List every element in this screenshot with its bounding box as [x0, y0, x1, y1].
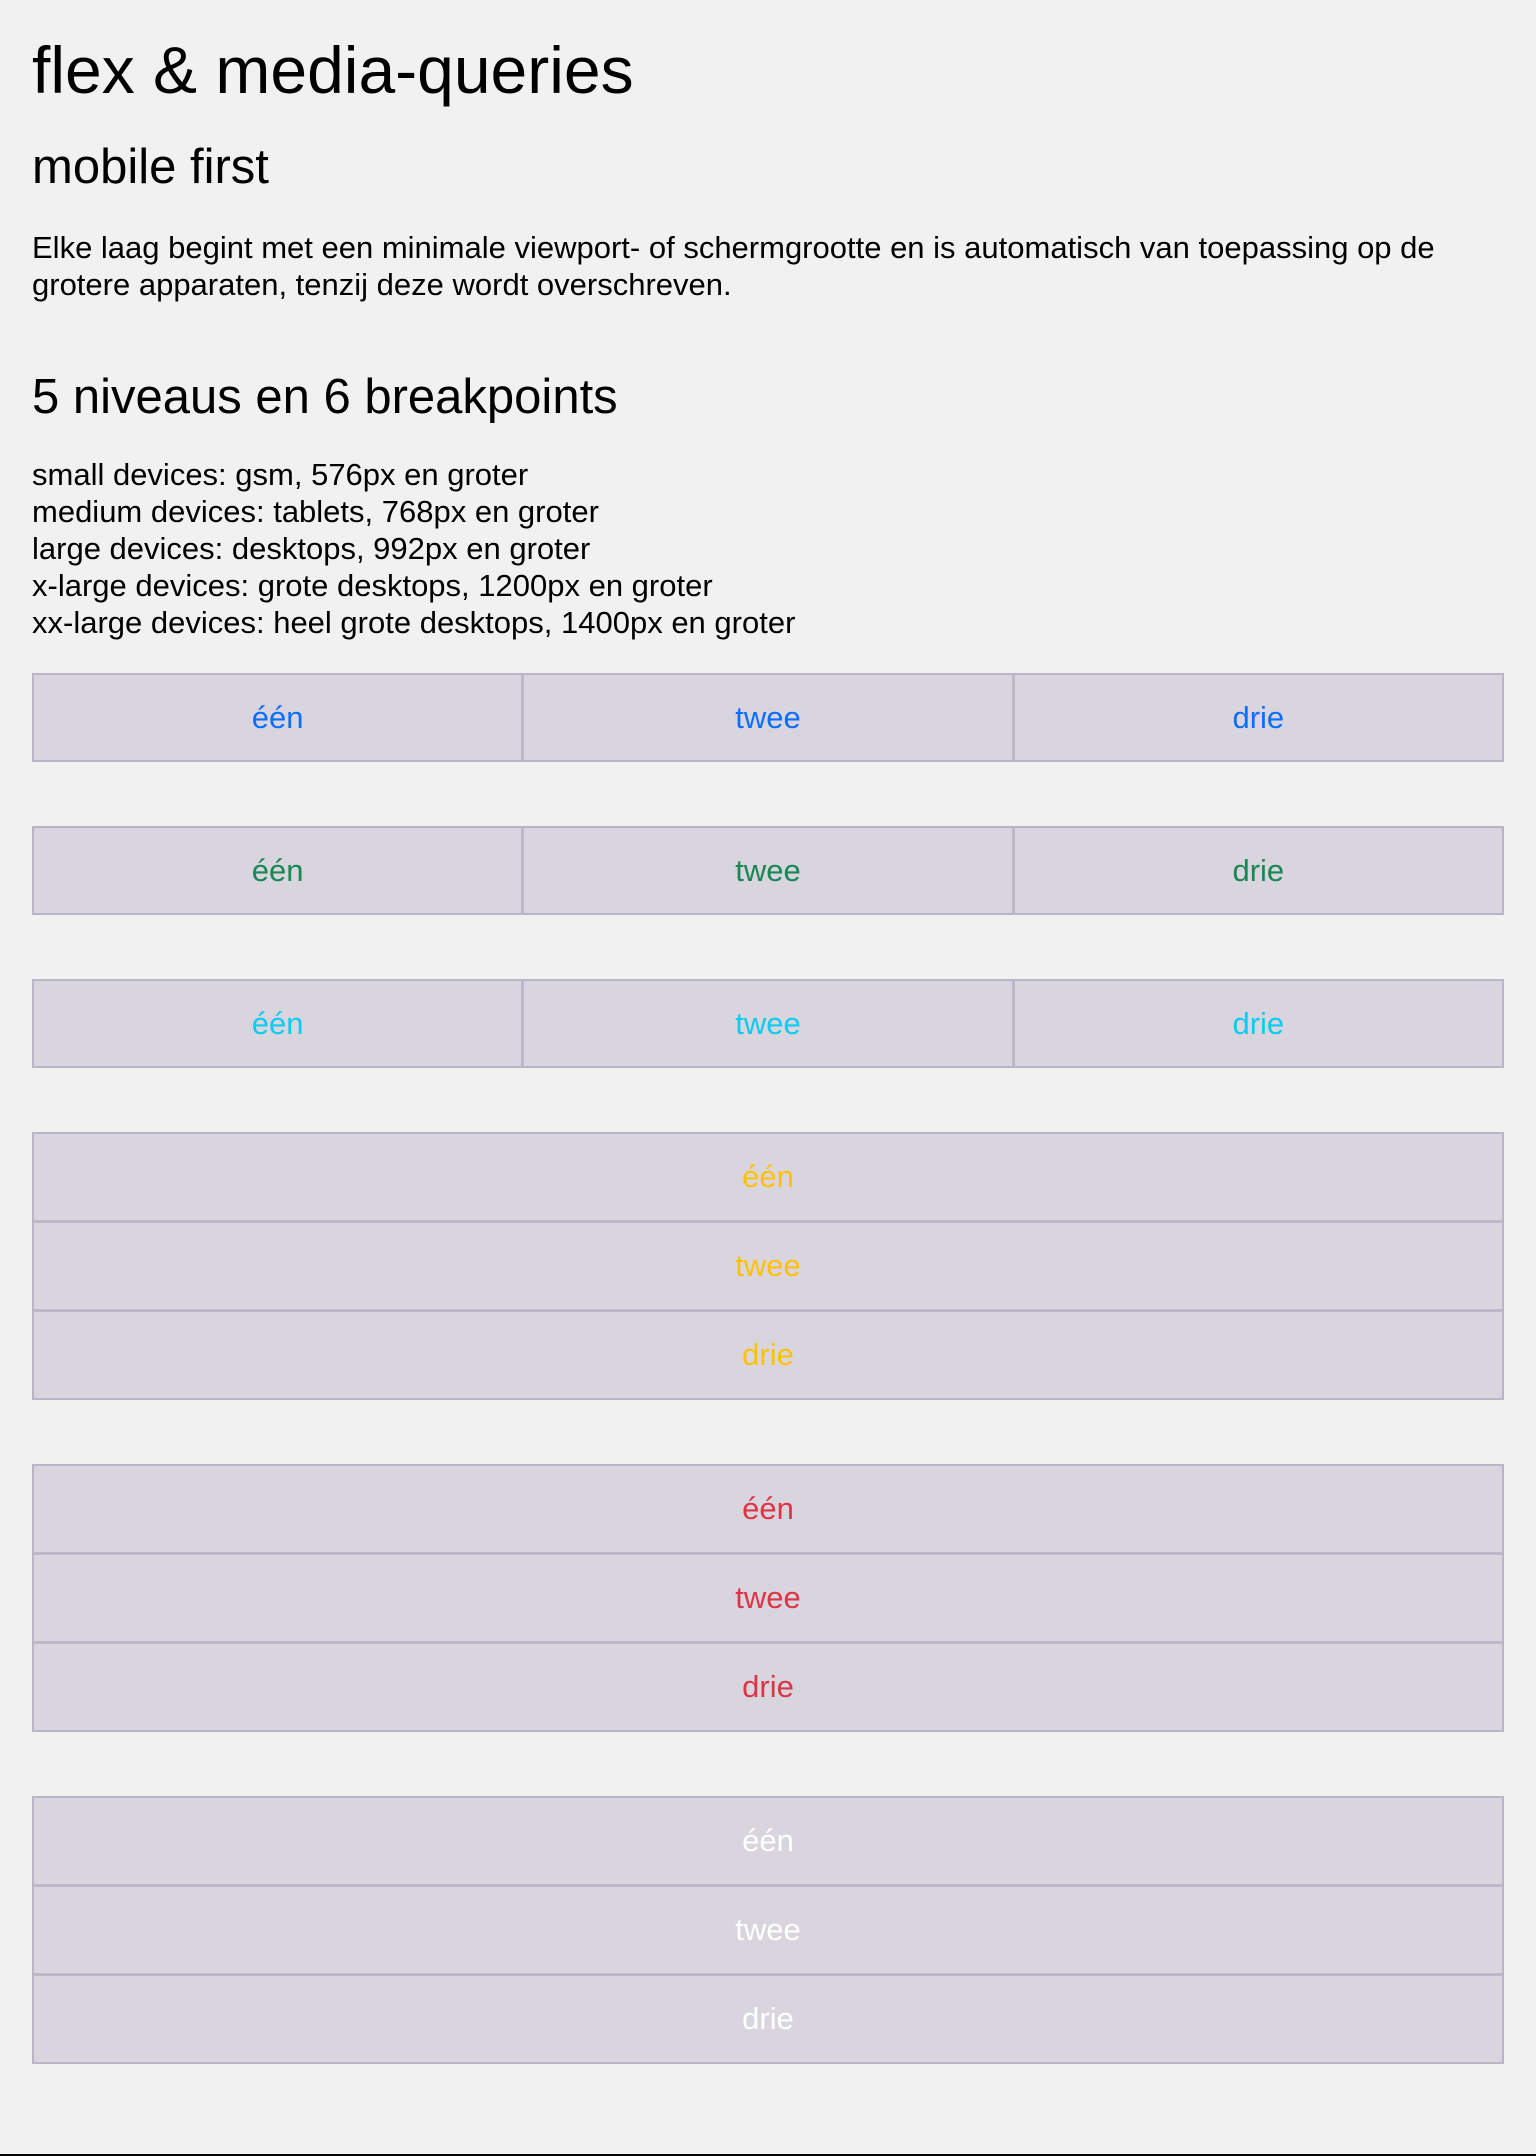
flex-cell-een: één: [34, 981, 521, 1066]
flex-cell-een: één: [34, 1134, 1502, 1220]
flex-cell-twee: twee: [521, 828, 1011, 913]
flex-column-white: [32, 1796, 1504, 2064]
flex-cell-twee: twee: [521, 675, 1011, 760]
flex-cell-drie: drie: [1012, 828, 1502, 913]
flex-row-blue: [32, 673, 1504, 762]
device-item-small: small devices: gsm, 576px en groter: [32, 457, 529, 492]
device-item-xx-large: xx-large devices: heel grote desktops, 1400px en groter: [32, 605, 796, 640]
flex-cell-drie: drie: [34, 1973, 1502, 2062]
device-item-medium: medium devices: tablets, 768px en groter: [32, 494, 599, 529]
flex-cell-drie: drie: [34, 1309, 1502, 1398]
page-title: flex & media-queries: [32, 33, 634, 107]
flex-column-yellow: [32, 1132, 1504, 1400]
levels-heading: 5 niveaus en 6 breakpoints: [32, 370, 618, 424]
flex-cell-een: één: [34, 1466, 1502, 1552]
flex-cell-een: één: [34, 675, 521, 760]
page-subtitle: mobile first: [32, 140, 269, 194]
device-list: [32, 456, 1504, 641]
flex-cell-twee: twee: [34, 1552, 1502, 1641]
flex-cell-een: één: [34, 1798, 1502, 1884]
flex-cell-twee: twee: [34, 1884, 1502, 1973]
intro-text: Elke laag begint met een minimale viewport- of schermgrootte en is automatisch van toepassing op de grotere apparaten, tenzij deze wordt overschreven.: [32, 230, 1435, 302]
flex-column-red: [32, 1464, 1504, 1732]
flex-row-cyan: [32, 979, 1504, 1068]
flex-cell-twee: twee: [34, 1220, 1502, 1309]
flex-cell-drie: drie: [1012, 675, 1502, 760]
device-item-large: large devices: desktops, 992px en groter: [32, 531, 591, 566]
flex-row-green: [32, 826, 1504, 915]
device-item-x-large: x-large devices: grote desktops, 1200px en groter: [32, 568, 713, 603]
flex-cell-drie: drie: [1012, 981, 1502, 1066]
flex-cell-drie: drie: [34, 1641, 1502, 1730]
flex-cell-een: één: [34, 828, 521, 913]
flex-cell-twee: twee: [521, 981, 1011, 1066]
